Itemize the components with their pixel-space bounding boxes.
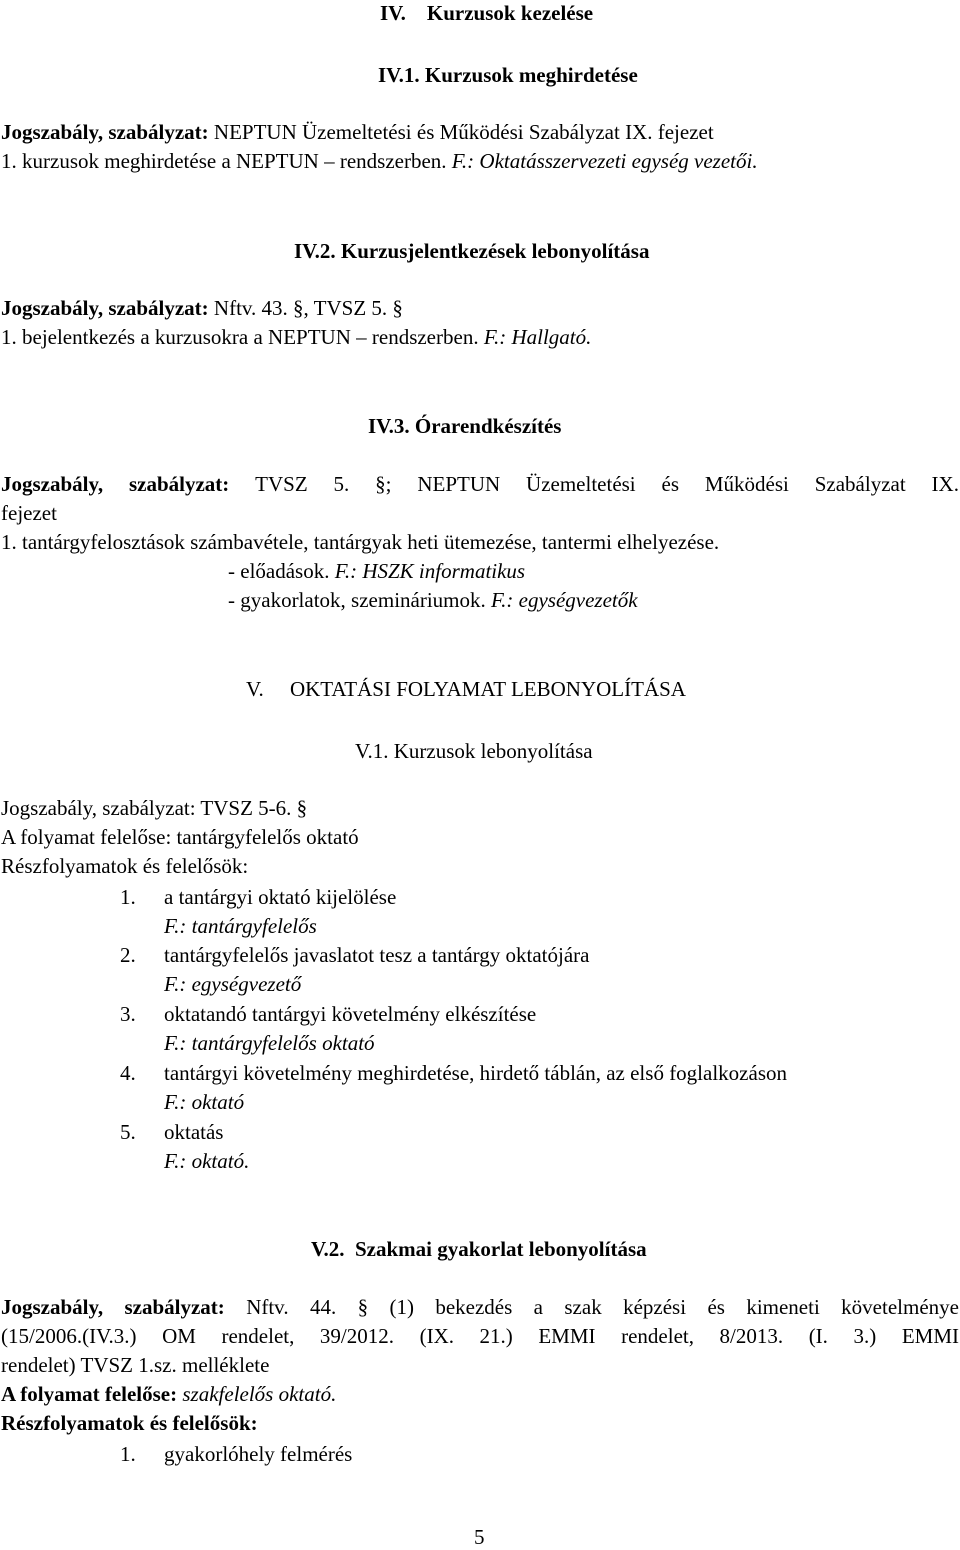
legal-word: (1) — [389, 1295, 414, 1319]
legal-word: Szabályzat — [814, 472, 906, 496]
legal-word: (15/2006.(IV.3.) — [1, 1324, 137, 1348]
list-item-responsible: F.: egységvezető — [164, 972, 302, 996]
list-item-responsible: F.: oktató. — [164, 1149, 250, 1173]
legal-label: Jogszabály, szabályzat: — [1, 796, 196, 820]
legal-word: képzési — [623, 1295, 687, 1319]
legal-word: 5. — [333, 472, 350, 496]
owner-text: tantárgyfelelős oktató — [171, 825, 359, 849]
subitem-responsible: F.: egységvezetők — [491, 588, 638, 612]
subitem-responsible: F.: HSZK informatikus — [334, 559, 526, 583]
subitem-text: - előadások. — [228, 559, 335, 583]
legal-word: szak — [564, 1295, 602, 1319]
legal-word: Jogszabály, — [1, 1295, 104, 1319]
legal-label: Jogszabály, szabályzat: — [1, 296, 209, 320]
legal-word: §; — [375, 472, 392, 496]
iv2-item — [1, 327, 591, 348]
list-item-text: gyakorlóhely felmérés — [164, 1442, 353, 1466]
iv3-item: 1. tantárgyfelosztások számbavétele, tantárgyak heti ütemezése, tantermi elhelyezése. — [1, 530, 720, 554]
v2-owner-line — [1, 1384, 336, 1405]
legal-word: (IX. — [419, 1324, 454, 1348]
list-item-number: 1. — [120, 885, 136, 909]
legal-word: Működési — [704, 472, 789, 496]
v1-subprocess-heading: Részfolyamatok és felelősök: — [1, 854, 249, 878]
legal-text: TVSZ 5-6. § — [195, 796, 308, 820]
list-item-text: oktatandó tantárgyi követelmény elkészítése — [164, 1002, 537, 1026]
item-text: 1. bejelentkezés a kurzusokra a NEPTUN – rendszerben. — [1, 325, 484, 349]
legal-word: kimeneti — [746, 1295, 820, 1319]
list-item-number: 2. — [120, 943, 136, 967]
legal-word: követelménye — [841, 1295, 959, 1319]
legal-word: EMMI — [901, 1324, 959, 1348]
legal-word: EMMI — [538, 1324, 596, 1348]
iv3-legal-line — [1, 474, 959, 495]
iv2-legal-line — [1, 298, 403, 319]
legal-word: rendelet, — [621, 1324, 694, 1348]
legal-word: rendelet, — [221, 1324, 295, 1348]
legal-word: és — [707, 1295, 725, 1319]
iv3-legal-cont: fejezet — [1, 501, 57, 525]
legal-word: és — [661, 472, 680, 496]
iv1-legal-line — [1, 122, 714, 143]
list-item-number: 3. — [120, 1002, 136, 1026]
v2-legal-line-3: rendelet) TVSZ 1.sz. melléklete — [1, 1353, 270, 1377]
section-v2-heading: V.2. Szakmai gyakorlat lebonyolítása — [311, 1237, 647, 1261]
legal-word: Üzemeltetési — [526, 472, 636, 496]
v2-legal-line-1 — [1, 1297, 959, 1318]
subitem-text: - gyakorlatok, szemináriumok. — [228, 588, 492, 612]
v1-legal-line — [1, 798, 307, 819]
legal-word: 21.) — [479, 1324, 513, 1348]
legal-word: IX. — [931, 472, 959, 496]
list-item-responsible: F.: oktató — [164, 1090, 245, 1114]
item-responsible: F.: Hallgató. — [483, 325, 592, 349]
list-item-text: a tantárgyi oktató kijelölése — [164, 885, 397, 909]
owner-label: A folyamat felelőse: — [1, 825, 172, 849]
v2-subprocess-heading: Részfolyamatok és felelősök: — [1, 1411, 258, 1435]
owner-text: szakfelelős oktató. — [177, 1382, 337, 1406]
legal-word: szabályzat: — [128, 472, 230, 496]
legal-word: 8/2013. — [719, 1324, 784, 1348]
section-v-heading: V. OKTATÁSI FOLYAMAT LEBONYOLÍTÁSA — [246, 677, 686, 701]
list-item-number: 1. — [120, 1442, 136, 1466]
section-iv1-heading: IV.1. Kurzusok meghirdetése — [378, 63, 638, 87]
list-item-text: oktatás — [164, 1120, 224, 1144]
item-text: 1. kurzusok meghirdetése a NEPTUN – rendszerben. — [1, 149, 452, 173]
list-item-text: tantárgyfelelős javaslatot tesz a tantárgy oktatójára — [164, 943, 590, 967]
page-number: 5 — [474, 1525, 485, 1549]
section-v1-heading: V.1. Kurzusok lebonyolítása — [355, 739, 593, 763]
v1-owner-line — [1, 827, 359, 848]
section-iv3-heading: IV.3. Órarendkészítés — [368, 414, 562, 438]
legal-word: Jogszabály, — [1, 472, 104, 496]
legal-text: Nftv. 43. §, TVSZ 5. § — [208, 296, 403, 320]
legal-word: 39/2012. — [319, 1324, 395, 1348]
legal-word: Nftv. — [246, 1295, 289, 1319]
legal-word: 44. — [309, 1295, 337, 1319]
list-item-responsible: F.: tantárgyfelelős — [164, 914, 317, 938]
item-responsible: F.: Oktatásszervezeti egység vezetői. — [451, 149, 758, 173]
section-iv-heading: IV. Kurzusok kezelése — [380, 1, 594, 25]
list-item-number: 4. — [120, 1061, 136, 1085]
legal-word: (I. — [808, 1324, 828, 1348]
list-item-text: tantárgyi követelmény meghirdetése, hirdető táblán, az első foglalkozáson — [164, 1061, 787, 1085]
legal-text: NEPTUN Üzemeltetési és Működési Szabályzat IX. fejezet — [208, 120, 714, 144]
legal-word: bekezdés — [435, 1295, 513, 1319]
legal-word: OM — [162, 1324, 196, 1348]
list-item-number: 5. — [120, 1120, 136, 1144]
list-item-responsible: F.: tantárgyfelelős oktató — [164, 1031, 375, 1055]
legal-word: NEPTUN — [417, 472, 501, 496]
iv3-subitem-1 — [228, 561, 525, 582]
iv3-subitem-2 — [228, 590, 638, 611]
legal-word: TVSZ — [255, 472, 308, 496]
legal-word: a — [533, 1295, 543, 1319]
iv1-item — [1, 151, 758, 172]
legal-word: 3.) — [853, 1324, 877, 1348]
legal-word: § — [357, 1295, 369, 1319]
legal-word: szabályzat: — [124, 1295, 225, 1319]
v2-legal-line-2 — [1, 1326, 959, 1347]
legal-label: Jogszabály, szabályzat: — [1, 120, 209, 144]
section-iv2-heading: IV.2. Kurzusjelentkezések lebonyolítása — [294, 239, 650, 263]
owner-label: A folyamat felelőse: — [1, 1382, 178, 1406]
